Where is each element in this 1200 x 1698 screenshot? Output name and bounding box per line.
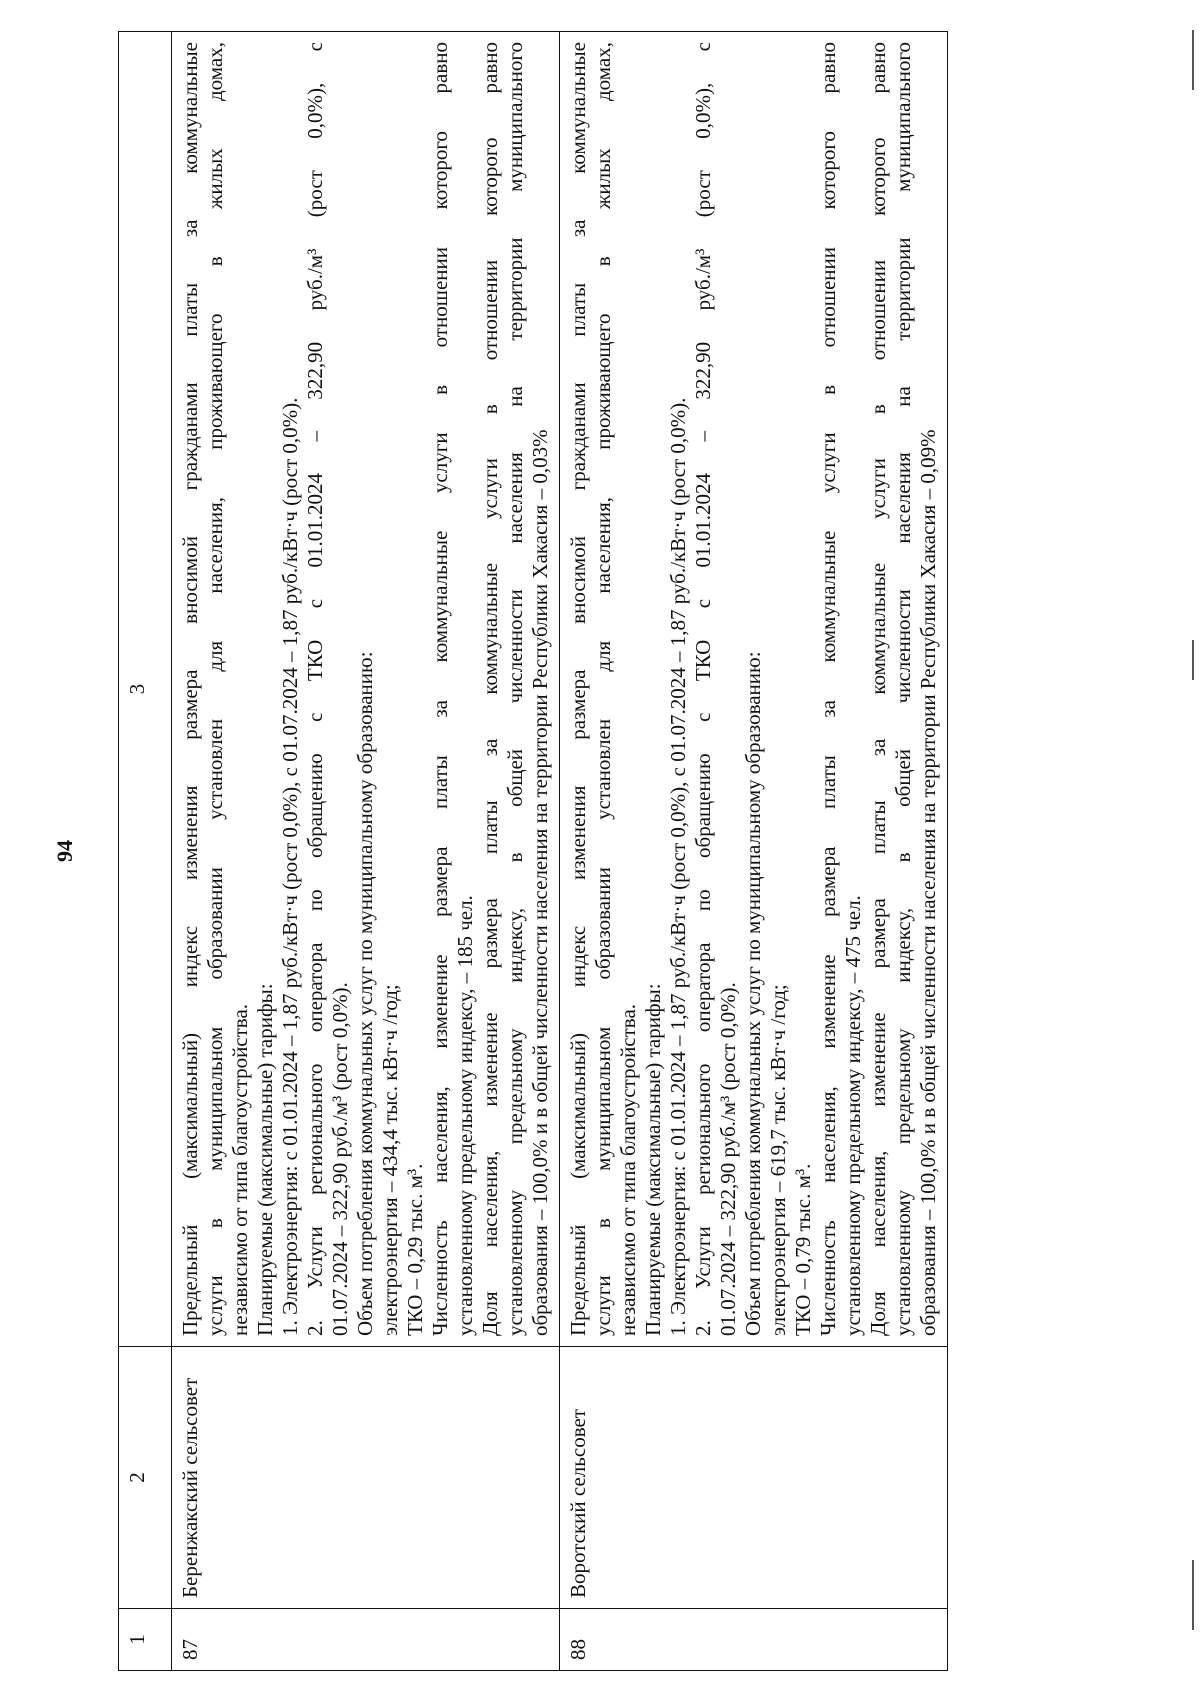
row-content — [560, 32, 948, 1347]
content-line: 1. Электроэнергия: с 01.01.2024 – 1,87 руб./кВт·ч (рост 0,0%), с 01.07.2024 – 1,87 руб./кВт·ч (рост 0,0%). — [666, 397, 690, 1336]
content-line: Объем потребления коммунальных услуг по муниципальному образованию: — [353, 651, 377, 1336]
content-line: 01.07.2024 – 322,90 руб./м³ (рост 0,0%). — [716, 982, 740, 1336]
content-line: 2. Услуги регионального оператора по обращению с ТКО с 01.01.2024 – 322,90 руб./м³ (рост 0,0%), с — [303, 42, 327, 1336]
content-line: услуги в муниципальном образовании установлен для населения, проживающего в жилых домах, — [203, 42, 227, 1336]
row-content — [172, 32, 560, 1347]
scan-edge-mark — [1192, 640, 1194, 680]
content-line: установленному предельному индексу, – 475 чел. — [841, 895, 865, 1336]
content-line: электроэнергия – 434,4 тыс. кВт·ч /год; — [378, 984, 402, 1336]
scan-edge-mark — [1192, 30, 1194, 90]
content-line: образования – 100,0% и в общей численности населения на территории Республики Хакасия – 0,09% — [916, 429, 940, 1336]
column-header-1: 1 — [119, 1609, 172, 1671]
content-line: ТКО – 0,29 тыс. м³. — [403, 1163, 427, 1336]
content-line: образования – 100,0% и в общей численности населения на территории Республики Хакасия – 0,03% — [528, 429, 552, 1336]
municipality-name: Воротский сельсовет — [560, 1347, 948, 1609]
content-line: 1. Электроэнергия: с 01.01.2024 – 1,87 руб./кВт·ч (рост 0,0%), с 01.07.2024 – 1,87 руб./кВт·ч (рост 0,0%). — [278, 397, 302, 1336]
content-line: Планируемые (максимальные) тарифы: — [253, 983, 277, 1336]
content-line: Планируемые (максимальные) тарифы: — [641, 983, 665, 1336]
content-line: Предельный (максимальный) индекс изменения размера вносимой гражданами платы за коммунальные — [566, 42, 590, 1336]
tariff-table — [118, 31, 948, 1671]
row-number: 87 — [172, 1609, 560, 1671]
content-line: установленному предельному индексу, в общей численности населения на территории муниципального — [503, 42, 527, 1336]
table-row — [560, 32, 948, 1671]
scan-edge-mark — [1192, 1560, 1194, 1630]
table-header-row — [119, 32, 172, 1671]
rotated-page — [30, 21, 1170, 1681]
content-line: установленному предельному индексу, в общей численности населения на территории муниципального — [891, 42, 915, 1336]
column-header-2: 2 — [119, 1347, 172, 1609]
content-line: Объем потребления коммунальных услуг по муниципальному образованию: — [741, 651, 765, 1336]
row-number: 88 — [560, 1609, 948, 1671]
content-line: независимо от типа благоустройства. — [228, 1003, 252, 1336]
table-row — [172, 32, 560, 1671]
content-line: Доля населения, изменение размера платы за коммунальные услуги в отношении которого равно — [866, 42, 890, 1336]
page-number: 94 — [52, 840, 77, 862]
content-line: ТКО – 0,79 тыс. м³. — [791, 1163, 815, 1336]
content-line: Доля населения, изменение размера платы за коммунальные услуги в отношении которого равно — [478, 42, 502, 1336]
content-line: Предельный (максимальный) индекс изменения размера вносимой гражданами платы за коммунальные — [178, 42, 202, 1336]
content-line: электроэнергия – 619,7 тыс. кВт·ч /год; — [766, 984, 790, 1336]
content-line: Численность населения, изменение размера платы за коммунальные услуги в отношении которого равно — [816, 42, 840, 1336]
column-header-3: 3 — [119, 32, 172, 1347]
content-line: услуги в муниципальном образовании установлен для населения, проживающего в жилых домах, — [591, 42, 615, 1336]
content-line: независимо от типа благоустройства. — [616, 1003, 640, 1336]
content-line: 01.07.2024 – 322,90 руб./м³ (рост 0,0%). — [328, 982, 352, 1336]
content-line: установленному предельному индексу, – 185 чел. — [453, 895, 477, 1336]
content-line: Численность населения, изменение размера платы за коммунальные услуги в отношении которого равно — [428, 42, 452, 1336]
municipality-name: Беренжакский сельсовет — [172, 1347, 560, 1609]
content-line: 2. Услуги регионального оператора по обращению с ТКО с 01.01.2024 – 322,90 руб./м³ (рост 0,0%), с — [691, 42, 715, 1336]
